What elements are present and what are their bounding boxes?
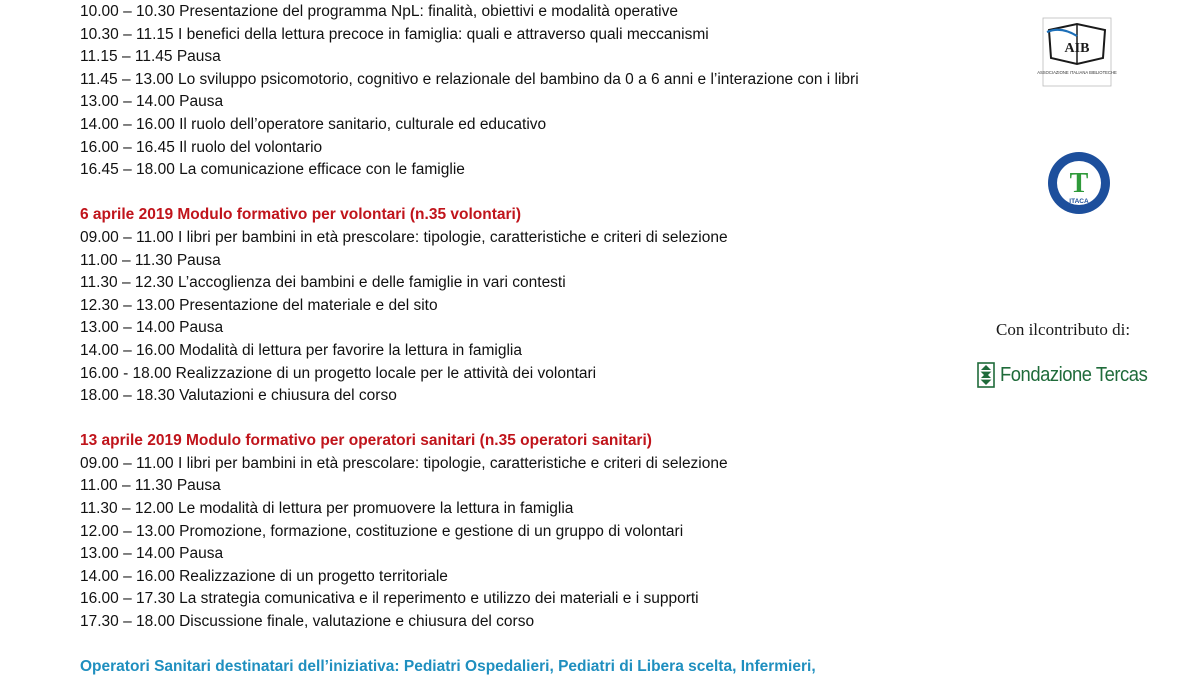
- spacer: [80, 634, 960, 657]
- schedule-item: 14.00 – 16.00 Realizzazione di un progetto territoriale: [80, 567, 448, 585]
- schedule-item: 16.00 – 16.45 Il ruolo del volontario: [80, 138, 323, 156]
- itaca-logo-letter: T: [1069, 168, 1089, 199]
- schedule-item: 11.45 – 13.00 Lo sviluppo psicomotorio, cognitivo e relazionale del bambino da 0 a 6 anni e l’interazione con i libri: [80, 70, 859, 88]
- aib-logo: [1037, 18, 1117, 86]
- contributor-label: Con ilcontributo di:: [996, 320, 1131, 339]
- schedule-item: 18.00 – 18.30 Valutazioni e chiusura del corso: [80, 387, 397, 405]
- schedule-item: 11.00 – 11.30 Pausa: [80, 477, 221, 495]
- module-heading: 6 aprile 2019 Modulo formativo per volontari (n.35 volontari): [80, 206, 521, 224]
- itaca-logo-text: ITACA: [1069, 198, 1089, 205]
- schedule-item: 12.00 – 13.00 Promozione, formazione, costituzione e gestione di un gruppo di volontari: [80, 522, 684, 540]
- schedule-item: 11.30 – 12.30 L’accoglienza dei bambini e delle famiglie in vari contesti: [80, 274, 566, 292]
- module-heading: 13 aprile 2019 Modulo formativo per operatori sanitari (n.35 operatori sanitari): [80, 432, 652, 450]
- schedule-item: 11.15 – 11.45 Pausa: [80, 48, 221, 66]
- schedule-item: 11.30 – 12.00 Le modalità di lettura per promuovere la lettura in famiglia: [80, 500, 574, 518]
- target-audience-text: Operatori Sanitari destinatari dell’iniziativa: Pediatri Ospedalieri, Pediatri di Libera scelta, Infermieri,: [80, 658, 816, 676]
- aib-logo-caption: ASSOCIAZIONE ITALIANA BIBLIOTECHE: [1037, 70, 1117, 75]
- spacer: [80, 182, 960, 205]
- schedule-item: 09.00 – 11.00 I libri per bambini in età prescolare: tipologie, caratteristiche e criteri di selezione: [80, 454, 728, 472]
- schedule-item: 09.00 – 11.00 I libri per bambini in età prescolare: tipologie, caratteristiche e criteri di selezione: [80, 228, 728, 246]
- tercas-mark-icon: [976, 362, 996, 388]
- sponsor-name: Fondazione Tercas: [1000, 363, 1148, 386]
- schedule-item: 16.00 – 17.30 La strategia comunicativa e il reperimento e utilizzo dei materiali e i supporti: [80, 590, 699, 608]
- schedule-item: 14.00 – 16.00 Modalità di lettura per favorire la lettura in famiglia: [80, 341, 522, 359]
- schedule-item: 13.00 – 14.00 Pausa: [80, 545, 224, 563]
- spacer: [80, 408, 960, 431]
- schedule-item: 13.00 – 14.00 Pausa: [80, 93, 224, 111]
- module-sanitari: [80, 430, 960, 633]
- aib-logo-text: AIB: [1064, 41, 1090, 56]
- schedule-item: 11.00 – 11.30 Pausa: [80, 251, 221, 269]
- schedule-item: 12.30 – 13.00 Presentazione del materiale e del sito: [80, 296, 438, 314]
- schedule-item: 10.30 – 11.15 I benefici della lettura precoce in famiglia: quali e attraverso quali meccanismi: [80, 25, 709, 43]
- schedule-item: 16.45 – 18.00 La comunicazione efficace con le famiglie: [80, 161, 465, 179]
- schedule-item: 17.30 – 18.00 Discussione finale, valutazione e chiusura del corso: [80, 613, 535, 631]
- sponsor-logo: [976, 362, 1160, 388]
- schedule-item: 14.00 – 16.00 Il ruolo dell’operatore sanitario, culturale ed educativo: [80, 115, 547, 133]
- module-volontari: [80, 204, 960, 407]
- document-body: [80, 1, 960, 679]
- schedule-intro: [80, 1, 960, 182]
- schedule-item: 10.00 – 10.30 Presentazione del programma NpL: finalità, obiettivi e modalità operative: [80, 3, 678, 20]
- itaca-logo: [1046, 150, 1112, 216]
- schedule-item: 16.00 - 18.00 Realizzazione di un progetto locale per le attività dei volontari: [80, 364, 597, 382]
- schedule-item: 13.00 – 14.00 Pausa: [80, 319, 224, 337]
